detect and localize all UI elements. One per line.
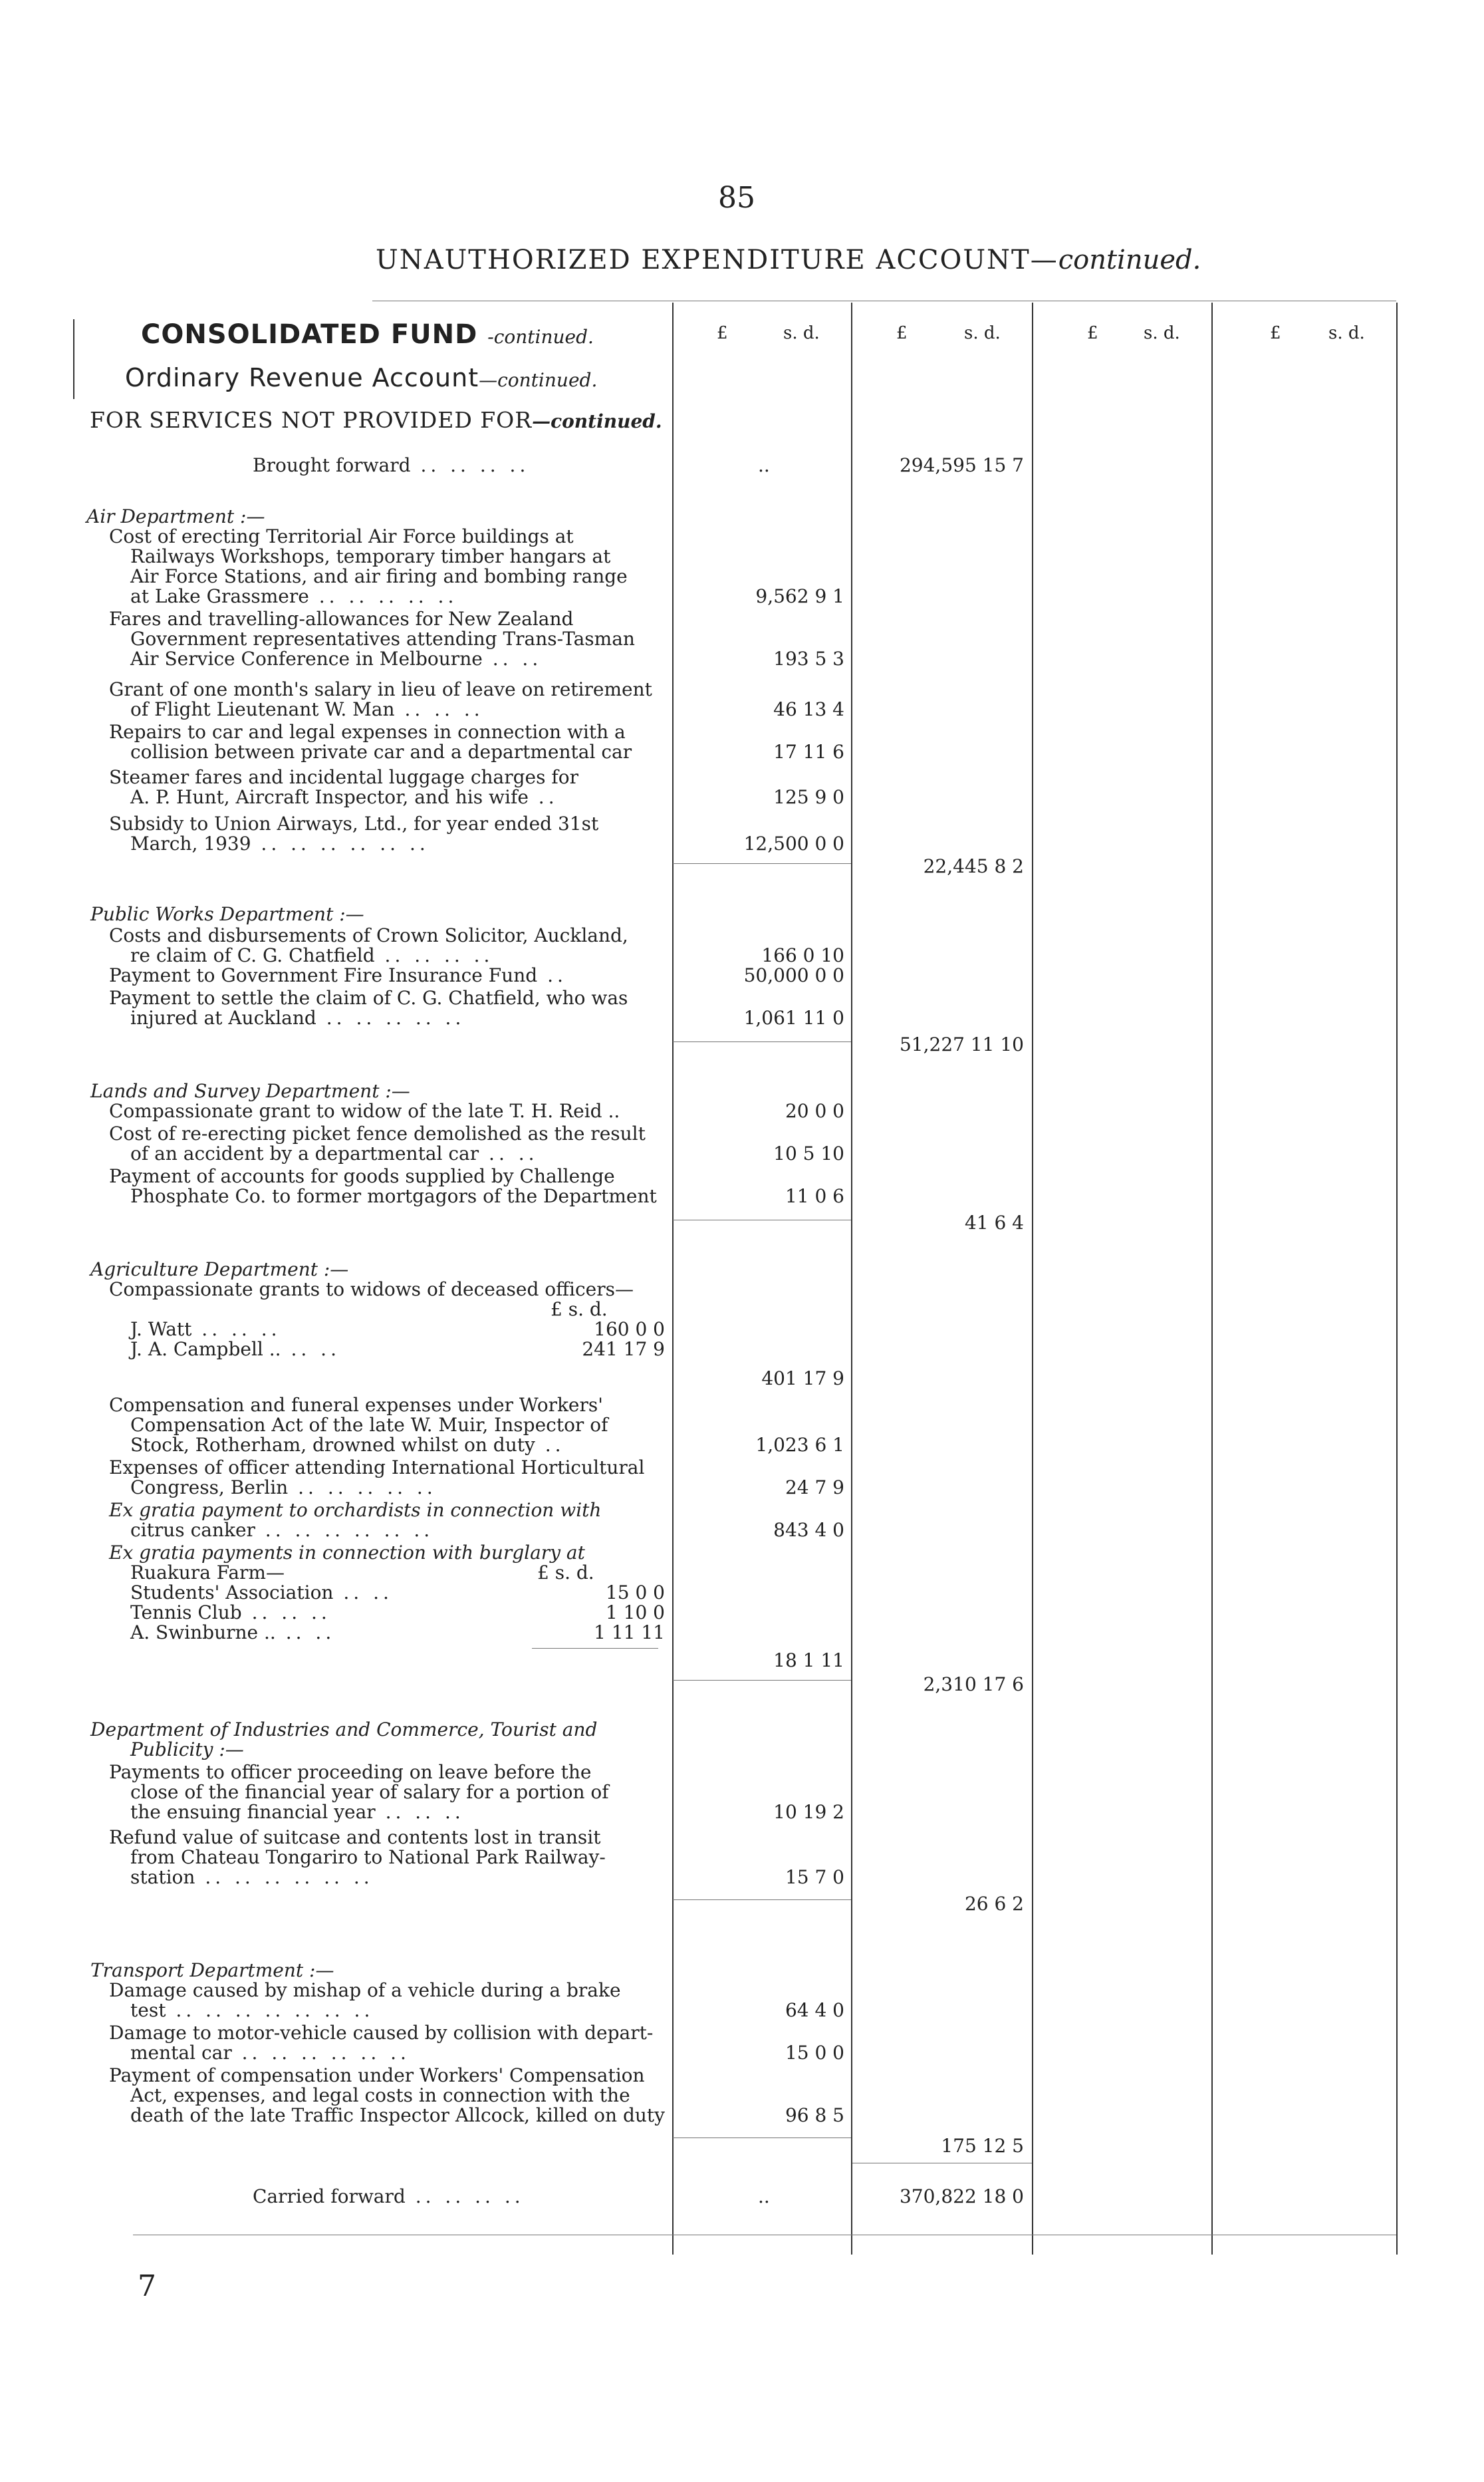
ind-item1-line3-text: the ensuing financial year: [130, 1801, 376, 1823]
agri-watt-name: J. Watt: [130, 1318, 192, 1340]
air-item6-line2: March, 1939 .. .. .. .. .. ..: [130, 833, 430, 855]
agri-campbell-name: J. A. Campbell ..: [130, 1338, 281, 1360]
trans-item2-line1: Damage to motor-vehicle caused by collision with depart-: [109, 2022, 654, 2044]
column-rule-5: [1396, 303, 1398, 2255]
ind-item2-line3: station .. .. .. .. .. ..: [130, 1866, 374, 1888]
account-title: [125, 363, 597, 392]
air-item2-line3-text: Air Service Conference in Melbourne: [130, 648, 483, 670]
col4-pound-header: £: [1270, 323, 1281, 343]
agri-item3-line2: Congress, Berlin .. .. .. .. ..: [130, 1476, 437, 1498]
air-item1-amount: 9,562 9 1: [755, 585, 844, 607]
air-item1-line4-text: at Lake Grassmere: [130, 585, 309, 607]
agri-item2-line3: Stock, Rotherham, drowned whilst on duty ..: [130, 1434, 565, 1456]
col2-sd-header: s. d.: [964, 323, 1001, 343]
agri-item2-line1: Compensation and funeral expenses under Workers': [109, 1394, 603, 1416]
air-item4-amount: 17 11 6: [773, 741, 844, 763]
air-item3-line2: of Flight Lieutenant W. Man .. .. ..: [130, 698, 484, 720]
col3-sd-header: s. d.: [1144, 323, 1180, 343]
pw-item3-amount: 1,061 11 0: [743, 1007, 844, 1029]
fund-title-text: CONSOLIDATED FUND: [141, 319, 478, 350]
fund-title: [141, 319, 594, 350]
air-subtotal-rule: [673, 863, 851, 864]
agri-grants-amount: 401 17 9: [761, 1367, 844, 1389]
pw-item3-line2: injured at Auckland .. .. .. .. ..: [130, 1007, 465, 1029]
agri-subtotal-rule: [673, 1680, 851, 1681]
trans-total: 175 12 5: [941, 2135, 1024, 2157]
brought-forward-total: 294,595 15 7: [899, 454, 1024, 476]
trans-item3-line1: Payment of compensation under Workers' Compensation: [109, 2064, 645, 2086]
agri-item5-amount: 18 1 11: [773, 1649, 844, 1671]
ind-item2-line3-text: station: [130, 1866, 195, 1888]
lands-item3-amount: 11 0 6: [785, 1185, 844, 1207]
trans-item1-line1: Damage caused by mishap of a vehicle during a brake: [109, 1979, 621, 2001]
agri-heading: Agriculture Department :—: [90, 1258, 349, 1280]
page-title-text: UNAUTHORIZED EXPENDITURE ACCOUNT—: [376, 245, 1058, 275]
air-item1-line2: Railways Workshops, temporary timber hangars at: [130, 545, 611, 567]
pw-item1-line2: re claim of C. G. Chatfield .. .. .. ..: [130, 944, 494, 966]
air-item3-line2-text: of Flight Lieutenant W. Man: [130, 698, 395, 720]
agri-campbell-line: J. A. Campbell .. .. ..: [130, 1338, 340, 1360]
carried-forward-total: 370,822 18 0: [899, 2185, 1024, 2207]
agri-item2-amount: 1,023 6 1: [755, 1434, 844, 1456]
air-item5-line2-text: A. P. Hunt, Aircraft Inspector, and his wife: [130, 786, 529, 808]
ind-heading-line1: Department of Industries and Commerce, Tourist and: [90, 1719, 598, 1740]
pw-item1-line1: Costs and disbursements of Crown Solicitor, Auckland,: [109, 924, 628, 946]
air-item3-line1: Grant of one month's salary in lieu of leave on retirement: [109, 678, 652, 700]
air-item3-amount: 46 13 4: [773, 698, 844, 720]
air-item1-line1: Cost of erecting Territorial Air Force buildings at: [109, 525, 574, 547]
pw-item1-amount: 166 0 10: [761, 944, 844, 966]
air-item4-line1: Repairs to car and legal expenses in connection with a: [109, 721, 626, 743]
air-item5-amount: 125 9 0: [773, 786, 844, 808]
pw-item1-line2-text: re claim of C. G. Chatfield: [130, 944, 375, 966]
pw-item2-amount: 50,000 0 0: [743, 964, 844, 986]
column-rule-3: [1032, 303, 1033, 2255]
pw-item3-line1: Payment to settle the claim of C. G. Chatfield, who was: [109, 987, 628, 1009]
col4-sd-header: s. d.: [1328, 323, 1365, 343]
air-total: 22,445 8 2: [923, 855, 1024, 877]
account-title-continued: —continued.: [479, 369, 598, 391]
fund-title-continued: -continued.: [487, 326, 594, 348]
ind-item2-line2: from Chateau Tongariro to National Park Railway-: [130, 1846, 606, 1868]
agri-item5-sub-header: £ s. d.: [537, 1562, 594, 1584]
column-rule-2: [851, 303, 852, 2255]
ind-subtotal-rule: [673, 1899, 851, 1900]
services-title-continued: —continued.: [532, 410, 662, 432]
lands-item2-amount: 10 5 10: [773, 1143, 844, 1165]
agri-item3-line2-text: Congress, Berlin: [130, 1476, 289, 1498]
lands-heading: Lands and Survey Department :—: [90, 1080, 410, 1102]
trans-item3-line3: death of the late Traffic Inspector Allcock, killed on duty: [130, 2104, 666, 2126]
agri-watt-line: J. Watt .. .. ..: [130, 1318, 281, 1340]
page-title: [376, 245, 1201, 275]
column-rule-1: [672, 303, 674, 2255]
ind-item1-line3: the ensuing financial year .. .. ..: [130, 1801, 465, 1823]
agri-tennis-line: Tennis Club .. .. ..: [130, 1601, 331, 1623]
pw-total: 51,227 11 10: [899, 1034, 1024, 1055]
ind-item1-line2: close of the financial year of salary for a portion of: [130, 1781, 609, 1803]
agri-tennis-name: Tennis Club: [130, 1601, 242, 1623]
col1-sd-header: s. d.: [783, 323, 820, 343]
agri-students-name: Students' Association: [130, 1582, 334, 1603]
lands-item2-line1: Cost of re-erecting picket fence demolished as the result: [109, 1123, 646, 1145]
air-item4-line2: collision between private car and a departmental car: [130, 741, 632, 763]
brought-forward-label: Brought forward .. .. .. ..: [253, 454, 530, 476]
page-title-continued: continued.: [1058, 245, 1201, 275]
agri-item3-amount: 24 7 9: [785, 1476, 844, 1498]
trans-item3-line2: Act, expenses, and legal costs in connection with the: [130, 2084, 630, 2106]
trans-item3-amount: 96 8 5: [785, 2104, 844, 2126]
col1-pound-header: £: [717, 323, 728, 343]
air-item2-line1: Fares and travelling-allowances for New Zealand: [109, 608, 574, 630]
ind-heading-line2: Publicity :—: [130, 1738, 244, 1760]
air-item1-line3: Air Force Stations, and air firing and bombing range: [130, 565, 628, 587]
agri-swinburne-name: A. Swinburne ..: [130, 1621, 276, 1643]
trans-heading: Transport Department :—: [90, 1959, 334, 1981]
trans-subtotal-rule: [673, 2137, 851, 2138]
ind-item2-line1: Refund value of suitcase and contents lost in transit: [109, 1826, 601, 1848]
carried-forward-text: Carried forward: [253, 2185, 406, 2207]
air-item6-line1: Subsidy to Union Airways, Ltd., for year ended 31st: [109, 813, 599, 835]
col2-pound-header: £: [896, 323, 908, 343]
ind-item1-amount: 10 19 2: [773, 1801, 844, 1823]
page-number: 85: [718, 181, 755, 215]
brought-forward-text: Brought forward: [253, 454, 411, 476]
trans-item1-amount: 64 4 0: [785, 1999, 844, 2021]
air-item1-line4: at Lake Grassmere .. .. .. .. ..: [130, 585, 458, 607]
lands-item3-line2: Phosphate Co. to former mortgagors of the Department: [130, 1185, 657, 1207]
agri-swinburne-amount: 1 11 11: [594, 1621, 665, 1643]
ind-item1-line1: Payments to officer proceeding on leave before the: [109, 1761, 592, 1783]
trans-item2-amount: 15 0 0: [785, 2042, 844, 2064]
air-item2-line2: Government representatives attending Trans-Tasman: [130, 628, 635, 650]
agri-item5-line1: Ex gratia payments in connection with burglary at: [109, 1542, 585, 1564]
trans-item1-line2: test .. .. .. .. .. .. ..: [130, 1999, 374, 2021]
agri-item4-line1: Ex gratia payment to orchardists in connection with: [109, 1499, 602, 1521]
air-item2-amount: 193 5 3: [773, 648, 844, 670]
agri-item3-line1: Expenses of officer attending International Horticultural: [109, 1456, 645, 1478]
agri-intro: Compassionate grants to widows of deceased officers—: [109, 1278, 634, 1300]
lands-item1-line1: Compassionate grant to widow of the late T. H. Reid ..: [109, 1100, 620, 1122]
carried-forward-label: Carried forward .. .. .. ..: [253, 2185, 525, 2207]
column-rule-4: [1211, 303, 1213, 2255]
col3-pound-header: £: [1087, 323, 1098, 343]
agri-item4-line2: citrus canker .. .. .. .. .. ..: [130, 1519, 434, 1541]
pw-heading: Public Works Department :—: [90, 903, 364, 925]
agri-total: 2,310 17 6: [923, 1673, 1024, 1695]
lands-item2-line2: of an accident by a departmental car .. ..: [130, 1143, 539, 1165]
pw-item2-line1-text: Payment to Government Fire Insurance Fund: [109, 964, 538, 986]
agri-students-line: Students' Association .. ..: [130, 1582, 393, 1603]
services-title-text: FOR SERVICES NOT PROVIDED FOR: [90, 407, 533, 433]
agri-watt-amount: 160 0 0: [594, 1318, 665, 1340]
agri-tennis-amount: 1 10 0: [605, 1601, 665, 1623]
services-title: [90, 407, 662, 433]
agri-sub-header: £ s. d.: [551, 1298, 608, 1320]
agri-item4-line2-text: citrus canker: [130, 1519, 255, 1541]
trans-item1-line2-text: test: [130, 1999, 166, 2021]
agri-students-amount: 15 0 0: [605, 1582, 665, 1603]
air-item6-amount: 12,500 0 0: [743, 833, 844, 855]
footer-signature-number: 7: [138, 2269, 156, 2303]
pw-item2-line1: Payment to Government Fire Insurance Fund ..: [109, 964, 567, 986]
air-item5-line1: Steamer fares and incidental luggage charges for: [109, 766, 578, 788]
air-item6-line2-text: March, 1939: [130, 833, 251, 855]
air-heading: Air Department :—: [86, 505, 265, 527]
air-item5-line2: A. P. Hunt, Aircraft Inspector, and his wife ..: [130, 786, 558, 808]
brought-forward-col1: ..: [758, 454, 770, 476]
account-title-text: Ordinary Revenue Account: [125, 363, 479, 392]
agri-campbell-amount: 241 17 9: [582, 1338, 665, 1360]
trans-item2-line2-text: mental car: [130, 2042, 232, 2064]
carried-forward-col1: ..: [758, 2185, 770, 2207]
pw-item3-line2-text: injured at Auckland: [130, 1007, 316, 1029]
lands-item3-line1: Payment of accounts for goods supplied by Challenge: [109, 1165, 615, 1187]
agri-burglary-rule: [532, 1648, 658, 1649]
agri-item2-line3-text: Stock, Rotherham, drowned whilst on duty: [130, 1434, 535, 1456]
agri-item5-line2: Ruakura Farm—: [130, 1562, 285, 1584]
ind-item2-amount: 15 7 0: [785, 1866, 844, 1888]
lands-total: 41 6 4: [964, 1212, 1024, 1234]
air-item2-line3: Air Service Conference in Melbourne .. ..: [130, 648, 543, 670]
left-margin-rule: [73, 319, 74, 399]
ind-total: 26 6 2: [964, 1893, 1024, 1915]
trans-item2-line2: mental car .. .. .. .. .. ..: [130, 2042, 410, 2064]
pw-subtotal-rule: [673, 1041, 851, 1042]
agri-swinburne-line: A. Swinburne .. .. ..: [130, 1621, 336, 1643]
agri-item2-line2: Compensation Act of the late W. Muir, Inspector of: [130, 1414, 608, 1436]
lands-item1-amount: 20 0 0: [785, 1100, 844, 1122]
agri-item4-amount: 843 4 0: [773, 1519, 844, 1541]
lands-item2-line2-text: of an accident by a departmental car: [130, 1143, 479, 1165]
